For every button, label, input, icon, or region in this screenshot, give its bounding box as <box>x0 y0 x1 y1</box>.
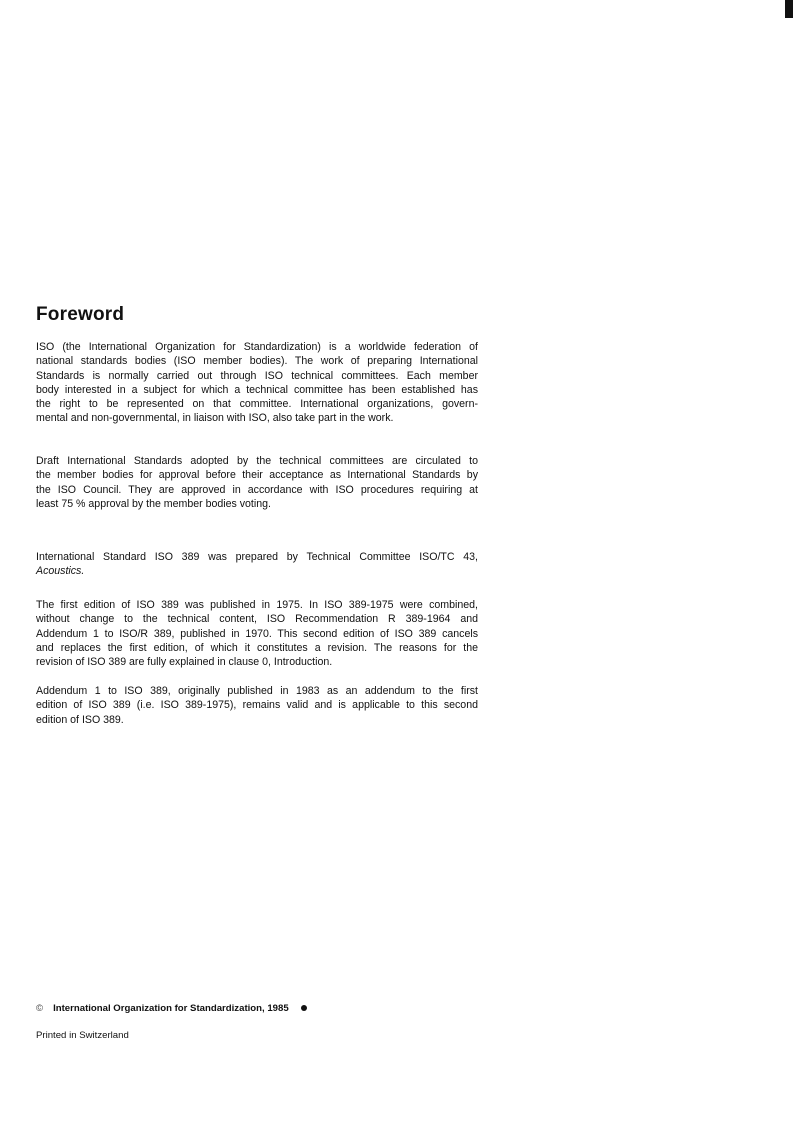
text-line: ISO (the International Organization for Standardization) is a worldwide federation of <box>36 341 478 353</box>
text-line: revision of ISO 389 are fully explained in clause 0, Introduction. <box>36 656 333 669</box>
paragraph-prepared-by <box>36 550 478 579</box>
text-line: International Standard ISO 389 was prepared by Technical Committee ISO/TC 43, <box>36 551 478 563</box>
text-line: mental and non-governmental, in liaison with ISO, also take part in the work. <box>36 412 394 425</box>
text-line: Addendum 1 to ISO 389, originally published in 1983 as an addendum to the first <box>36 685 478 697</box>
text-line: without change to the technical content, ISO Recommendation R 389-1964 and <box>36 613 478 626</box>
bullet-icon <box>301 1005 307 1011</box>
paragraph-draft-standards <box>36 454 478 511</box>
paragraph-iso-intro <box>36 340 478 426</box>
text-line: edition of ISO 389 (i.e. ISO 389-1975), remains valid and is applicable to this second <box>36 699 478 712</box>
text-line <box>36 564 478 578</box>
text-line: and replaces the first edition, of which it constitutes a revision. The reasons for the <box>36 641 478 654</box>
committee-title: Acoustics. <box>36 565 85 578</box>
text-line: the ISO Council. They are approved in accordance with ISO procedures requiring at <box>36 483 478 496</box>
copyright-icon: © <box>36 1003 44 1014</box>
text-line: body interested in a subject for which a technical committee has been established has <box>36 383 478 396</box>
text-line: Standards is normally carried out through ISO technical committees. Each member <box>36 369 478 382</box>
text-line: least 75 % approval by the member bodies voting. <box>36 497 271 510</box>
text-line: Draft International Standards adopted by the technical committees are circulated to <box>36 455 478 467</box>
text-line: the member bodies for approval before their acceptance as International Standards by <box>36 469 478 482</box>
copyright-text: International Organization for Standardization, 1985 <box>53 1003 289 1014</box>
text-line: Addendum 1 to ISO/R 389, published in 1970. This second edition of ISO 389 cancels <box>36 627 478 640</box>
scan-mark <box>785 0 793 18</box>
paragraph-addendum <box>36 684 478 727</box>
text-line: the right to be represented on that committee. International organizations, govern- <box>36 398 478 411</box>
paragraph-editions <box>36 598 478 669</box>
copyright-notice <box>36 1003 307 1014</box>
printed-in: Printed in Switzerland <box>36 1030 129 1041</box>
text-line: The first edition of ISO 389 was published in 1975. In ISO 389-1975 were combined, <box>36 599 478 611</box>
text-line: edition of ISO 389. <box>36 713 124 726</box>
text-line: national standards bodies (ISO member bodies). The work of preparing International <box>36 355 478 368</box>
page-title: Foreword <box>36 304 125 325</box>
